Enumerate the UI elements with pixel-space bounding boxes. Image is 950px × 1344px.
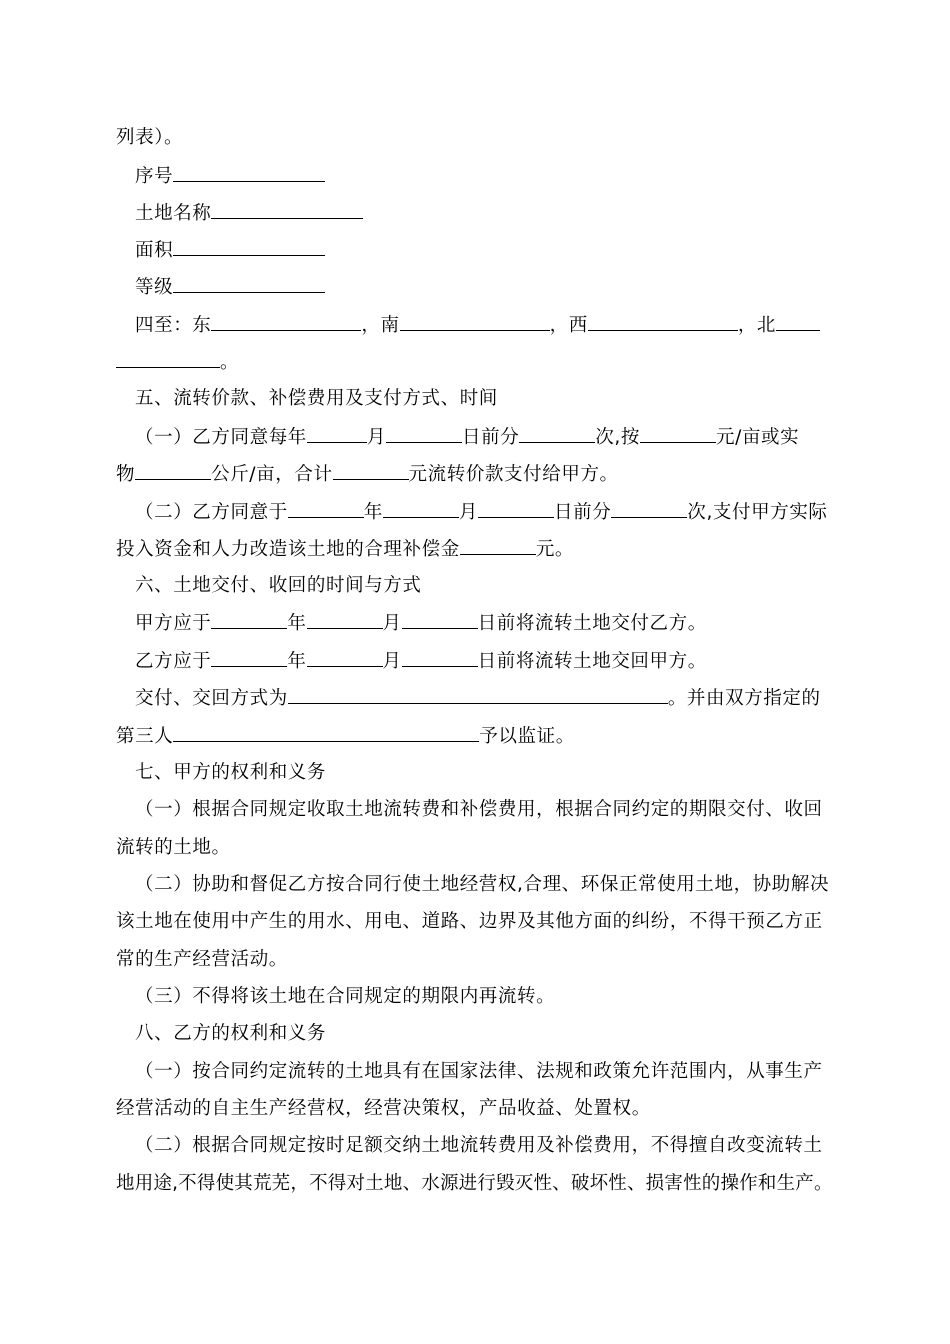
blank-third-party bbox=[173, 724, 479, 742]
clause-5-1: （一）乙方同意每年 月 日前分 次,按 元/亩或实 bbox=[135, 427, 800, 448]
blank-grade bbox=[173, 275, 325, 293]
clause-5-2: （二）乙方同意于 年 月 日前分 次,支付甲方实际 bbox=[135, 502, 828, 523]
clause-7-1-cont: 流转的土地。 bbox=[116, 837, 231, 858]
blank-north bbox=[776, 313, 820, 331]
section-eight-heading: 八、乙方的权利和义务 bbox=[135, 1023, 327, 1044]
field-land-name: 土地名称 bbox=[135, 201, 855, 225]
section-five-heading: 五、流转价款、补偿费用及支付方式、时间 bbox=[135, 388, 498, 409]
clause-party-b-return: 乙方应于 年 月 日前将流转土地交回甲方。 bbox=[135, 651, 707, 672]
clause-7-2-cont-1: 该土地在使用中产生的用水、用电、道路、边界及其他方面的纠纷，不得干预乙方正 bbox=[116, 911, 823, 932]
clause-party-a-delivery: 甲方应于 年 月 日前将流转土地交付乙方。 bbox=[135, 613, 707, 634]
blank-total bbox=[333, 462, 409, 480]
line-boundaries-cont: 。 bbox=[116, 350, 836, 374]
clause-5-2-cont: 投入资金和人力改造该土地的合理补偿金 元。 bbox=[116, 539, 575, 560]
blank-day bbox=[402, 649, 478, 667]
blank-year bbox=[211, 611, 287, 629]
clause-5-1-cont: 物 公斤/亩，合计 元流转价款支付给甲方。 bbox=[116, 464, 619, 485]
section-seven-heading: 七、甲方的权利和义务 bbox=[135, 762, 327, 783]
blank-price-per-mu bbox=[640, 425, 716, 443]
blank-month bbox=[383, 500, 459, 518]
clause-8-2-cont: 地用途,不得使其荒芜，不得对土地、水源进行毁灭性、破坏性、损害性的操作和生产。 bbox=[116, 1173, 833, 1194]
blank-kg bbox=[135, 462, 211, 480]
blank-month bbox=[307, 611, 383, 629]
clause-7-3: （三）不得将该土地在合同规定的期限内再流转。 bbox=[135, 986, 556, 1007]
blank-day bbox=[478, 500, 554, 518]
blank-south bbox=[400, 313, 550, 331]
line-list-end: 列表）。 bbox=[116, 127, 184, 148]
clause-7-1: （一）根据合同规定收取土地流转费和补偿费用，根据合同约定的期限交付、收回 bbox=[135, 799, 823, 820]
blank-year bbox=[288, 500, 364, 518]
blank-year bbox=[211, 649, 287, 667]
blank-compensation bbox=[460, 537, 536, 555]
clause-delivery-method: 交付、交回方式为 。并由双方指定的 bbox=[135, 688, 821, 709]
blank-method bbox=[288, 686, 668, 704]
clause-8-1-cont: 经营活动的自主生产经营权，经营决策权，产品收益、处置权。 bbox=[116, 1098, 651, 1119]
blank-times bbox=[611, 500, 687, 518]
clause-delivery-method-cont: 第三人 予以监证。 bbox=[116, 726, 575, 747]
clause-8-2: （二）根据合同规定按时足额交纳土地流转费用及补偿费用，不得擅自改变流转土 bbox=[135, 1135, 823, 1156]
blank-times bbox=[519, 425, 595, 443]
clause-7-2: （二）协助和督促乙方按合同行使土地经营权,合理、环保正常使用土地，协助解决 bbox=[135, 874, 830, 895]
blank-serial bbox=[173, 164, 325, 182]
blank-month bbox=[307, 649, 383, 667]
clause-7-2-cont-2: 常的生产经营活动。 bbox=[116, 949, 288, 970]
blank-area bbox=[173, 238, 325, 256]
blank-north-cont bbox=[116, 350, 220, 368]
blank-east bbox=[211, 313, 361, 331]
field-area: 面积 bbox=[135, 238, 855, 262]
blank-west bbox=[588, 313, 738, 331]
field-boundaries: 四至：东 ，南 ，西 ，北 bbox=[135, 313, 855, 337]
field-grade: 等级 bbox=[135, 275, 855, 299]
section-six-heading: 六、土地交付、收回的时间与方式 bbox=[135, 575, 422, 596]
field-serial-number: 序号 bbox=[135, 164, 855, 188]
blank-day bbox=[402, 611, 478, 629]
blank-land-name bbox=[211, 201, 363, 219]
blank-day bbox=[386, 425, 462, 443]
clause-8-1: （一）按合同约定流转的土地具有在国家法律、法规和政策允许范围内，从事生产 bbox=[135, 1061, 823, 1082]
blank-month bbox=[307, 425, 367, 443]
